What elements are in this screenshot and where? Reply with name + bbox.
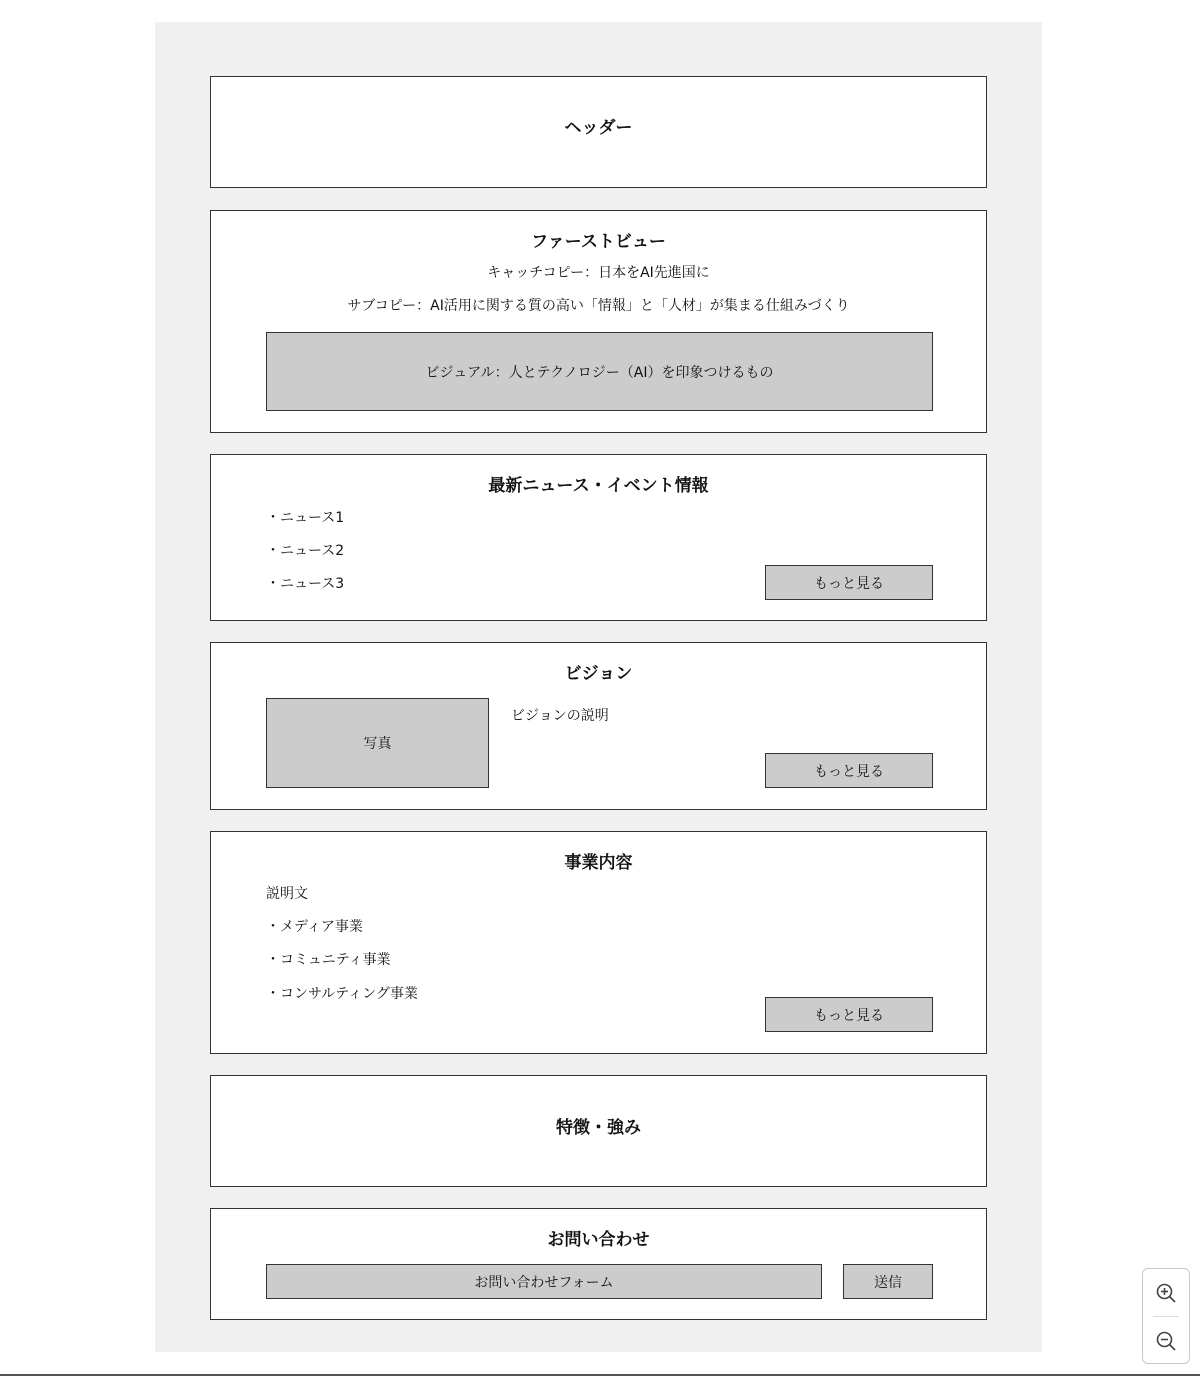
submit-button[interactable]: 送信 bbox=[843, 1264, 933, 1299]
vision-more-button[interactable]: もっと見る bbox=[765, 753, 933, 788]
wireframe-canvas bbox=[155, 22, 1042, 1352]
vision-description: ビジョンの説明 bbox=[511, 708, 609, 724]
visual-placeholder: ビジュアル：人とテクノロジー（AI）を印象つけるもの bbox=[266, 332, 933, 411]
vision-title: ビジョン bbox=[564, 664, 633, 684]
business-item-consulting: ・コンサルティング事業 bbox=[266, 986, 418, 1002]
zoom-controls bbox=[1142, 1268, 1190, 1364]
zoom-in-icon[interactable] bbox=[1143, 1269, 1189, 1316]
header-title: ヘッダー bbox=[564, 118, 633, 138]
first-view-title: ファーストビュー bbox=[531, 232, 666, 252]
first-view-section bbox=[210, 210, 987, 433]
sub-copy: サブコピー：AI活用に関する質の高い「情報」と「人材」が集まる仕組みづくり bbox=[347, 298, 850, 314]
business-item-media: ・メディア事業 bbox=[266, 919, 363, 935]
business-section bbox=[210, 831, 987, 1054]
news-section bbox=[210, 454, 987, 621]
news-more-button[interactable]: もっと見る bbox=[765, 565, 933, 600]
features-section bbox=[210, 1075, 987, 1187]
business-description: 説明文 bbox=[266, 886, 308, 902]
zoom-out-icon[interactable] bbox=[1143, 1317, 1189, 1364]
business-title: 事業内容 bbox=[564, 853, 633, 873]
vision-photo: 写真 bbox=[266, 698, 489, 788]
business-item-community: ・コミュニティ事業 bbox=[266, 952, 391, 968]
business-more-button[interactable]: もっと見る bbox=[765, 997, 933, 1032]
news-item-1[interactable]: ・ニュース1 bbox=[266, 510, 345, 526]
contact-title: お問い合わせ bbox=[547, 1230, 650, 1250]
features-title: 特徴・強み bbox=[556, 1118, 641, 1138]
news-item-2[interactable]: ・ニュース2 bbox=[266, 543, 345, 559]
news-title: 最新ニュース・イベント情報 bbox=[488, 476, 709, 496]
contact-form-field[interactable]: お問い合わせフォーム bbox=[266, 1264, 822, 1299]
header-section bbox=[210, 76, 987, 188]
vision-section bbox=[210, 642, 987, 810]
news-item-3[interactable]: ・ニュース3 bbox=[266, 576, 345, 592]
catch-copy: キャッチコピー：日本をAI先進国に bbox=[487, 265, 710, 281]
contact-section bbox=[210, 1208, 987, 1320]
